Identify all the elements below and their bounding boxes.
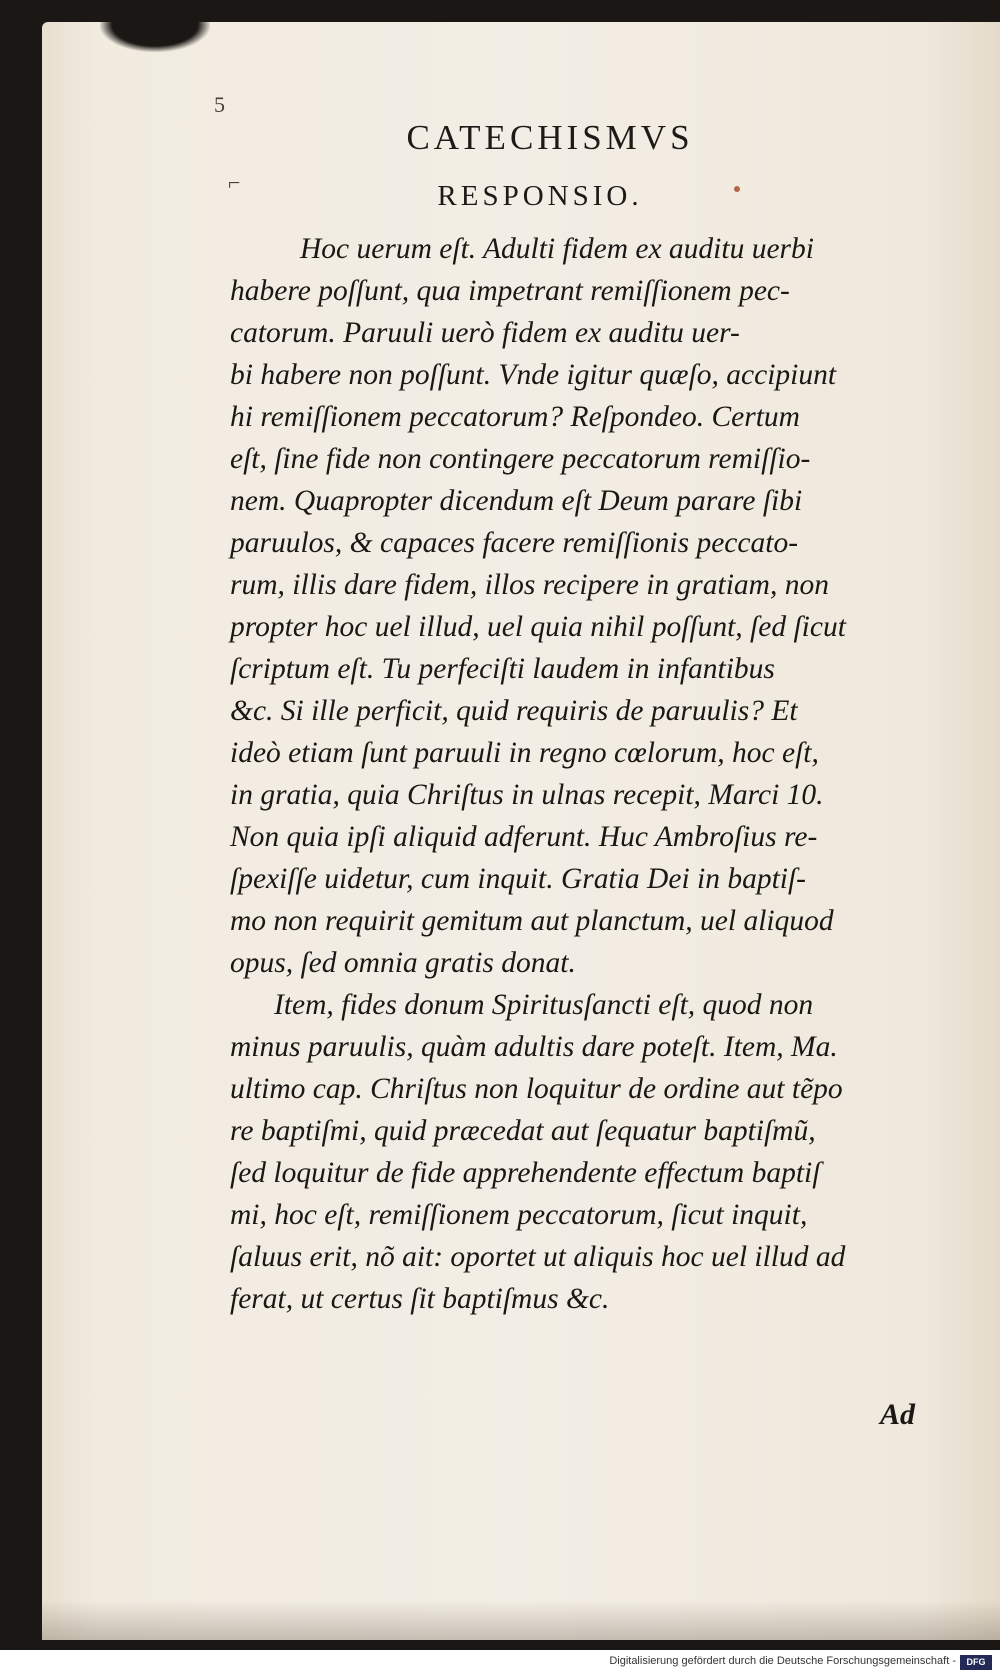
text-line: ſed loquitur de fide apprehendente effectum baptiſ [230, 1157, 821, 1189]
running-head: CATECHISMVS [406, 118, 694, 157]
dfg-logo: DFG [960, 1655, 992, 1670]
text-line: propter hoc uel illud, uel quia nihil poſſunt, ſed ſicut [230, 611, 846, 643]
text-line: re baptiſmi, quid præcedat aut ſequatur baptiſmũ, [230, 1115, 816, 1147]
text-line: ſaluus erit, nõ ait: oportet ut aliquis hoc uel illud ad [230, 1241, 846, 1273]
body-text [230, 228, 942, 1320]
text-line: catorum. Paruuli uerò fidem ex auditu uer- [230, 317, 740, 349]
catchword: Ad [880, 1398, 916, 1431]
text-line: eſt, ſine fide non contingere peccatorum remiſſio- [230, 443, 811, 475]
page-bottom-shadow [42, 1600, 1000, 1640]
text-line: rum, illis dare fidem, illos recipere in gratiam, non [230, 569, 829, 601]
text-line: Non quia ipſi aliquid adferunt. Huc Ambroſius re- [230, 821, 818, 853]
text-line: &c. Si ille perficit, quid requiris de paruulis? Et [230, 695, 798, 727]
text-line: ſcriptum eſt. Tu perfeciſti laudem in infantibus [230, 653, 775, 685]
text-line: bi habere non poſſunt. Vnde igitur quæſo, accipiunt [230, 359, 837, 391]
text-line: ultimo cap. Chriſtus non loquitur de ordine aut tẽpo [230, 1073, 843, 1105]
footer-bar [0, 1650, 1000, 1676]
funding-credit: Digitalisierung gefördert durch die Deutsche Forschungsgemeinschaft - [609, 1655, 956, 1667]
section-heading: RESPONSIO. [437, 180, 643, 212]
text-line: mo non requirit gemitum aut planctum, uel aliquod [230, 905, 834, 937]
text-line: paruulos, & capaces facere remiſſionis peccato- [230, 527, 799, 559]
text-line: Item, fides donum Spiritusſancti eſt, quod non [274, 989, 814, 1021]
text-line: ſpexiſſe uidetur, cum inquit. Gratia Dei in baptiſ- [230, 863, 806, 895]
text-line: ideò etiam ſunt paruuli in regno cœlorum, hoc eſt, [230, 737, 819, 769]
margin-mark: 5 [214, 92, 225, 117]
text-line: minus paruulis, quàm adultis dare poteſt. Item, Ma. [230, 1031, 838, 1063]
text-line: hi remiſſionem peccatorum? Reſpondeo. Certum [230, 401, 800, 433]
text-line: habere poſſunt, qua impetrant remiſſionem pec- [230, 275, 790, 307]
text-line: mi, hoc eſt, remiſſionem peccatorum, ſicut inquit, [230, 1199, 808, 1231]
text-line: Hoc uerum eſt. Adulti fidem ex auditu uerbi [300, 233, 814, 265]
text-line: nem. Quapropter dicendum eſt Deum parare ſibi [230, 485, 803, 517]
text-line: in gratia, quia Chriſtus in ulnas recepit, Marci 10. [230, 779, 824, 811]
text-line: ferat, ut certus ſit baptiſmus &c. [230, 1283, 610, 1315]
margin-mark: ⌐ [228, 170, 241, 195]
text-line: opus, ſed omnia gratis donat. [230, 947, 576, 979]
torn-corner [100, 18, 210, 52]
